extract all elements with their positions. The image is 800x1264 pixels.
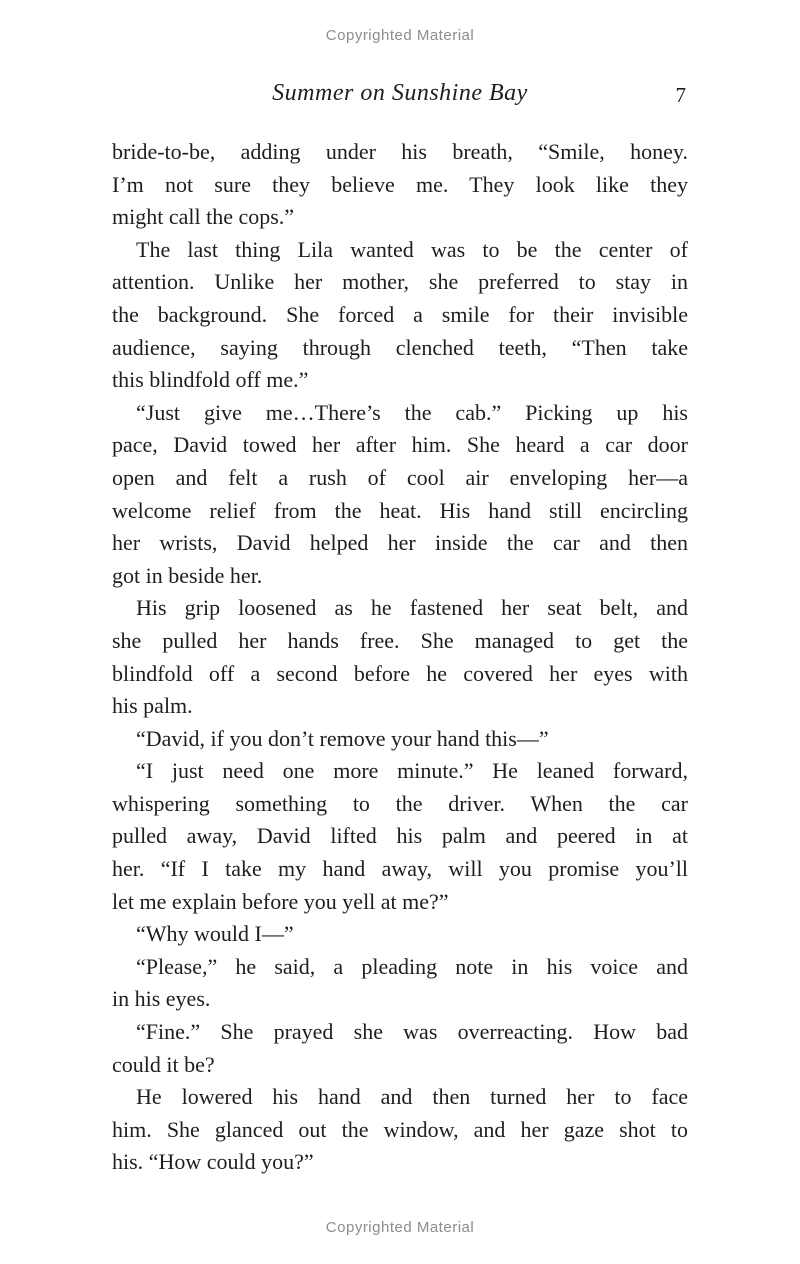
text-line: this blindfold off me.” — [112, 367, 309, 393]
copyright-notice-bottom: Copyrighted Material — [325, 1219, 475, 1236]
paragraph — [112, 136, 688, 234]
text-line: whispering something to the driver. When the car — [112, 790, 688, 816]
paragraph — [112, 1016, 688, 1081]
text-line: “David, if you don’t remove your hand this—” — [136, 725, 549, 751]
text-line: could it be? — [112, 1051, 215, 1077]
text-line: welcome relief from the heat. His hand still encircling — [112, 497, 688, 523]
paragraph — [112, 397, 688, 593]
paragraph — [112, 592, 688, 722]
text-line: open and felt a rush of cool air enveloping her—a — [112, 464, 688, 490]
paragraph — [112, 1081, 688, 1179]
text-line: “I just need one more minute.” He leaned forward, — [136, 758, 688, 784]
text-line: “Fine.” She prayed she was overreacting. How bad — [136, 1019, 688, 1045]
text-line: her wrists, David helped her inside the car and then — [112, 530, 688, 556]
text-line: attention. Unlike her mother, she preferred to stay in — [112, 269, 688, 295]
text-line: The last thing Lila wanted was to be the center of — [136, 236, 688, 262]
text-line: might call the cops.” — [112, 204, 295, 230]
paragraph — [112, 918, 688, 951]
copyright-notice-top: Copyrighted Material — [325, 27, 475, 44]
text-line: his. “How could you?” — [112, 1149, 314, 1175]
text-line: his palm. — [112, 693, 193, 719]
running-head — [112, 80, 688, 112]
text-line: His grip loosened as he fastened her seat belt, and — [136, 595, 688, 621]
text-line: pace, David towed her after him. She heard a car door — [112, 432, 688, 458]
paragraph — [112, 723, 688, 756]
paragraph — [112, 951, 688, 1016]
text-line: she pulled her hands free. She managed to get the — [112, 627, 688, 653]
text-line: “Please,” he said, a pleading note in his voice and — [136, 953, 688, 979]
text-line: blindfold off a second before he covered her eyes with — [112, 660, 688, 686]
text-line: pulled away, David lifted his palm and peered in at — [112, 823, 688, 849]
text-line: let me explain before you yell at me?” — [112, 888, 449, 914]
page-text — [112, 136, 688, 1179]
text-line: in his eyes. — [112, 986, 211, 1012]
text-line: her. “If I take my hand away, will you promise you’ll — [112, 856, 688, 882]
page-number: 7 — [675, 83, 686, 107]
text-line: him. She glanced out the window, and her gaze shot to — [112, 1116, 688, 1142]
book-title: Summer on Sunshine Bay — [272, 80, 528, 106]
paragraph — [112, 234, 688, 397]
text-line: bride-to-be, adding under his breath, “Smile, honey. — [112, 139, 688, 164]
text-line: the background. She forced a smile for their invisible — [112, 301, 688, 327]
paragraph — [112, 755, 688, 918]
text-line: got in beside her. — [112, 562, 263, 588]
text-line: I’m not sure they believe me. They look like they — [112, 171, 688, 197]
text-line: He lowered his hand and then turned her to face — [136, 1084, 688, 1110]
text-line: audience, saying through clenched teeth, “Then take — [112, 334, 688, 360]
text-line: “Just give me…There’s the cab.” Picking up his — [136, 399, 688, 425]
text-line: “Why would I—” — [136, 921, 294, 947]
